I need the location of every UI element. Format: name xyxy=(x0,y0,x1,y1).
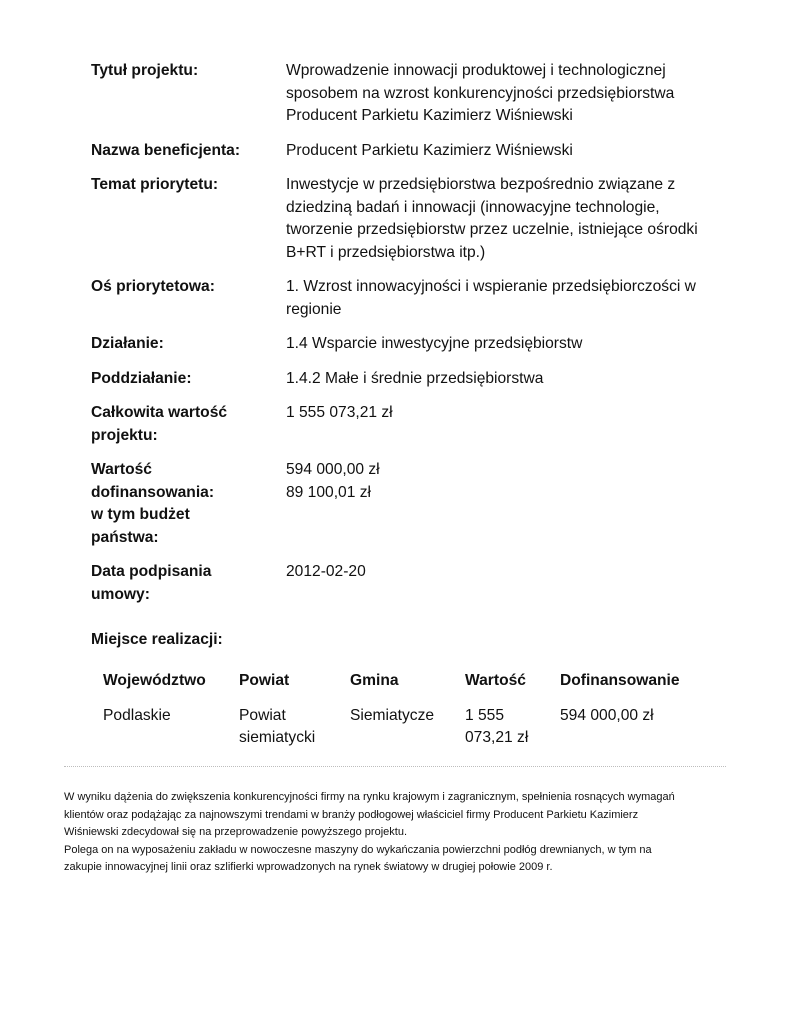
cell-line: Podlaskie xyxy=(103,706,171,724)
label-line: Data podpisania xyxy=(91,563,212,580)
field-value xyxy=(286,60,706,128)
value-line: sposobem na wzrost konkurencyjności przedsiębiorstwa xyxy=(286,84,675,102)
description-line: Wiśniewski zdecydował się na przeprowadzenie powyższego projektu. xyxy=(64,826,407,839)
field-signing-date xyxy=(91,561,711,606)
field-priority-topic xyxy=(91,174,711,264)
label-line: umowy: xyxy=(91,585,150,603)
field-label: Temat priorytetu: xyxy=(91,176,219,193)
field-total-value xyxy=(91,402,711,447)
field-label: Poddziałanie: xyxy=(91,369,192,387)
field-value xyxy=(286,402,706,447)
value-line: 1.4 Wsparcie inwestycyjne przedsiębiorstw xyxy=(286,335,583,352)
label-line: dofinansowania: xyxy=(91,483,215,501)
field-project-title xyxy=(91,60,711,128)
table-cell xyxy=(228,705,339,750)
cell-line: 1 555 xyxy=(465,706,505,724)
field-sub-action xyxy=(91,368,711,391)
column-header: Gmina xyxy=(350,672,399,689)
field-action xyxy=(91,333,711,356)
field-funding-value xyxy=(91,459,711,549)
field-label xyxy=(91,561,286,606)
field-value xyxy=(286,140,706,163)
description-line: klientów oraz podążając za najnowszymi trendami w branży podłogowej właściciel firmy Producent Parkietu Kazimierz xyxy=(64,808,639,821)
table-cell xyxy=(339,705,454,750)
field-value xyxy=(286,368,706,391)
value-line: B+RT i przedsiębiorstwa itp.) xyxy=(286,243,486,261)
field-value xyxy=(286,174,706,264)
field-value xyxy=(286,561,706,606)
field-label: Nazwa beneficjenta: xyxy=(91,141,241,159)
field-value xyxy=(286,276,706,321)
value-line: 1.4.2 Małe i średnie przedsiębiorstwa xyxy=(286,369,544,387)
field-value xyxy=(286,459,706,549)
column-header: Województwo xyxy=(103,672,206,689)
project-fields xyxy=(91,60,711,618)
cell-line: 073,21 zł xyxy=(465,729,529,746)
value-line: tworzenie przedsiębiorstw przez uczelnie, istniejące ośrodki xyxy=(286,221,698,238)
label-line: projektu: xyxy=(91,426,158,444)
field-label xyxy=(91,402,286,447)
column-header: Powiat xyxy=(239,672,290,689)
label-line: państwa: xyxy=(91,528,159,546)
field-beneficiary xyxy=(91,140,711,163)
table-cell xyxy=(92,705,228,750)
value-line: 1 555 073,21 zł xyxy=(286,404,393,421)
section-divider xyxy=(64,766,726,767)
label-line: Wartość xyxy=(91,461,152,478)
description-line: zakupie innowacyjnej linii oraz szlifierki wprowadzonych na rynek światowy w drugiej połowie 2009 r. xyxy=(64,861,553,874)
label-line: w tym budżet xyxy=(91,506,190,523)
value-line: 594 000,00 zł xyxy=(286,461,380,478)
table-cell xyxy=(454,705,549,750)
description-line: Polega on na wyposażeniu zakładu w nowoczesne maszyny do wykańczania powierzchni podłóg drewnianych, w tym na xyxy=(64,843,652,856)
field-label: Oś priorytetowa: xyxy=(91,278,215,295)
field-label xyxy=(91,459,286,549)
value-line: Producent Parkietu Kazimierz Wiśniewski xyxy=(286,141,573,159)
field-label: Działanie: xyxy=(91,335,164,352)
column-header: Wartość xyxy=(465,672,526,689)
table-row xyxy=(92,705,700,750)
place-title: Miejsce realizacji: xyxy=(91,631,223,648)
value-line: dziedziną badań i innowacji (innowacyjne technologie, xyxy=(286,198,660,216)
value-line: regionie xyxy=(286,300,342,318)
field-value xyxy=(286,333,706,356)
value-line: Inwestycje w przedsiębiorstwa bezpośrednio związane z xyxy=(286,176,676,193)
value-line: Wprowadzenie innowacji produktowej i technologicznej xyxy=(286,62,666,79)
value-line: Producent Parkietu Kazimierz Wiśniewski xyxy=(286,107,573,124)
value-line: 1. Wzrost innowacyjności i wspieranie przedsiębiorczości w xyxy=(286,278,696,295)
table-header-row xyxy=(92,670,700,705)
description-paragraph xyxy=(64,842,726,877)
field-label: Tytuł projektu: xyxy=(91,62,199,79)
description-line: W wyniku dążenia do zwiększenia konkurencyjności firmy na rynku krajowym i zagranicznym, spełnienia rosnących wymagań xyxy=(64,791,675,803)
value-line: 89 100,01 zł xyxy=(286,483,371,501)
table-cell xyxy=(549,705,700,750)
column-header: Dofinansowanie xyxy=(560,672,680,689)
label-line: Całkowita wartość xyxy=(91,404,228,421)
field-priority-axis xyxy=(91,276,711,321)
cell-line: siemiatycki xyxy=(239,729,316,746)
cell-line: Powiat xyxy=(239,706,286,724)
cell-line: 594 000,00 zł xyxy=(560,706,654,724)
description-paragraph xyxy=(64,789,726,842)
cell-line: Siemiatycze xyxy=(350,706,435,724)
value-line: 2012-02-20 xyxy=(286,563,366,580)
places-table xyxy=(92,670,700,750)
project-description xyxy=(64,789,726,877)
